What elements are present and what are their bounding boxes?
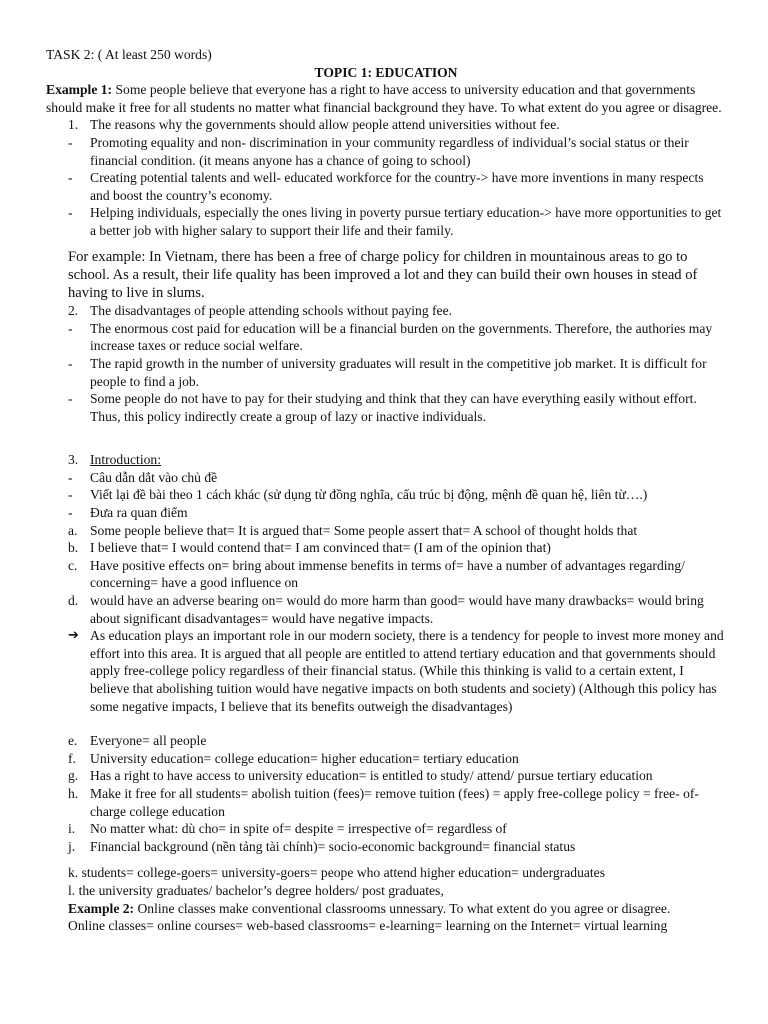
section-3-bullet-text: Đưa ra quan điểm <box>90 505 188 521</box>
section-3-title <box>46 451 726 469</box>
dash-icon: - <box>68 487 73 503</box>
section-2-bullet <box>46 355 726 390</box>
section-1-number: 1. <box>68 117 79 133</box>
section-2-bullet-text: The enormous cost paid for education will be a financial burden on the governments. Therefore, the authories may increase taxes or reduce social welfare. <box>90 320 713 354</box>
example-1-text: Some people believe that everyone has a right to have access to university education and that governments should make it free for all students no matter what financial background they have. To what extent do you agree or disagree. <box>46 82 722 115</box>
dash-icon: - <box>68 391 73 407</box>
section-1-bullet <box>46 169 726 204</box>
section-2-number: 2. <box>68 303 79 319</box>
section-3-bullet-text: Câu dẫn dắt vào chủ đề <box>90 469 218 485</box>
section-3-bullet <box>46 469 726 487</box>
task-heading: TASK 2: ( At least 250 words) <box>46 47 212 62</box>
line-k: k. students= college-goers= university-goers= peope who attend higher education= undergraduates <box>68 865 606 881</box>
section-3-number: 3. <box>68 452 79 468</box>
lettered-text: Financial background (nền tảng tài chính)= socio-economic background= financial status <box>90 838 576 854</box>
lettered-marker: d. <box>68 593 79 609</box>
lettered-text: Some people believe that= It is argued that= Some people assert that= A school of thought holds that <box>90 522 638 538</box>
example-2-text: Online classes make conventional classrooms unnessary. To what extent do you agree or disagree. <box>134 900 671 916</box>
example-2 <box>68 900 726 918</box>
dash-icon: - <box>68 170 73 186</box>
lettered-marker: g. <box>68 768 79 784</box>
lettered-item <box>46 592 726 627</box>
dash-icon: - <box>68 205 73 221</box>
example-1-label: Example 1: <box>46 82 113 98</box>
lettered-item <box>46 820 726 838</box>
lettered-item <box>46 522 726 540</box>
lettered-text: University education= college education= higher education= tertiary education <box>90 750 519 766</box>
section-1-title-text: The reasons why the governments should allow people attend universities without fee. <box>90 117 560 133</box>
dash-icon: - <box>68 320 73 336</box>
lettered-item <box>46 785 726 820</box>
sample-introduction-text: As education plays an important role in our modern society, there is a tendency for people to invest more money and effort into this area. It is argued that all people are entitled to attend tertiary education and that governments should apply free-college policy regardless of their financial status. (While this thinking is valid to a certain extent, I believe that abolishing tuition would have negative impacts on both students and society) (Although this policy has some negative impacts, I believe that its benefits outweigh the disadvantages) <box>90 628 724 714</box>
lettered-marker: i. <box>68 821 76 837</box>
dash-icon: - <box>68 469 73 485</box>
dash-icon: - <box>68 505 73 521</box>
section-3-bullet-text: Viết lại đề bài theo 1 cách khác (sử dụng từ đồng nghĩa, cấu trúc bị động, mệnh đề quan hệ, liên từ….) <box>90 487 648 503</box>
spacer <box>46 855 726 864</box>
example-1 <box>46 81 726 116</box>
topic-title: TOPIC 1: EDUCATION <box>314 64 458 80</box>
sample-introduction <box>46 627 726 715</box>
line-l: l. the university graduates/ bachelor’s degree holders/ post graduates, <box>68 882 444 898</box>
lettered-item <box>46 767 726 785</box>
section-2-title <box>46 302 726 320</box>
section-2-bullet-text: The rapid growth in the number of university graduates will result in the competitive job market. It is difficult for people to find a job. <box>90 355 707 389</box>
lettered-item <box>46 838 726 856</box>
for-example-paragraph: For example: In Vietnam, there has been a free of charge policy for children in mountainous areas to go to school. As a result, their life quality has been improved a lot and they can build their own houses in stead of having to live in slums. <box>68 248 698 301</box>
lettered-item <box>46 750 726 768</box>
section-2-bullet-text: Some people do not have to pay for their studying and think that they can have everything easily without effort. Thus, this policy indirectly create a group of lazy or inactive individuals. <box>90 391 697 424</box>
section-1-title <box>46 116 726 134</box>
lettered-text: Make it free for all students= abolish tuition (fees)= remove tuition (fees) = apply free-college policy = free- of-charge college education <box>90 785 699 819</box>
lettered-text: No matter what: dù cho= in spite of= despite = irrespective of= regardless of <box>90 821 507 837</box>
section-2-bullet <box>46 320 726 355</box>
section-1-bullet <box>46 204 726 239</box>
example-2-label: Example 2: <box>68 900 135 916</box>
lettered-marker: h. <box>68 785 79 801</box>
section-2-bullet <box>46 390 726 425</box>
section-1-bullet-text: Helping individuals, especially the ones living in poverty pursue tertiary education-> have more opportunities to get a better job with higher salary to support their life and their family. <box>90 205 722 238</box>
lettered-text: Everyone= all people <box>90 733 207 749</box>
section-1-bullet-text: Creating potential talents and well- educated workforce for the country-> have more inventions in many respects and boost the country’s economy. <box>90 170 704 203</box>
section-3-bullet <box>46 486 726 504</box>
spacer <box>46 425 726 442</box>
lettered-marker: b. <box>68 540 79 556</box>
section-1-bullet-text: Promoting equality and non- discrimination in your community regardless of individual’s social status or their financial condition. (it means anyone has a chance of going to school) <box>90 134 689 168</box>
lettered-marker: j. <box>68 838 76 854</box>
lettered-marker: a. <box>68 522 78 538</box>
lettered-text: would have an adverse bearing on= would do more harm than good= would have many drawbacks= would bring about significant disadvantages= would have negative impacts. <box>90 593 704 626</box>
example-2-synonyms: Online classes= online courses= web-based classrooms= e-learning= learning on the Internet= virtual learning <box>68 918 668 934</box>
document-page <box>46 46 726 935</box>
lettered-item <box>46 557 726 592</box>
section-3-bullet <box>46 504 726 522</box>
lettered-text: I believe that= I would contend that= I am convinced that= (I am of the opinion that) <box>90 540 551 556</box>
lettered-item <box>46 732 726 750</box>
section-3-title-text: Introduction: <box>90 452 161 468</box>
section-2-title-text: The disadvantages of people attending schools without paying fee. <box>90 303 453 319</box>
dash-icon: - <box>68 355 73 371</box>
lettered-item <box>46 539 726 557</box>
arrow-right-icon: ➔ <box>68 628 79 644</box>
lettered-marker: c. <box>68 557 78 573</box>
lettered-marker: e. <box>68 733 78 749</box>
section-1-bullet <box>46 134 726 169</box>
spacer <box>46 442 726 451</box>
lettered-text: Have positive effects on= bring about immense benefits in terms of= have a number of advantages regarding/ concerning= have a good influence on <box>90 557 685 591</box>
lettered-marker: f. <box>68 750 76 766</box>
lettered-text: Has a right to have access to university education= is entitled to study/ attend/ pursue tertiary education <box>90 768 653 784</box>
dash-icon: - <box>68 134 73 150</box>
spacer <box>46 715 726 732</box>
